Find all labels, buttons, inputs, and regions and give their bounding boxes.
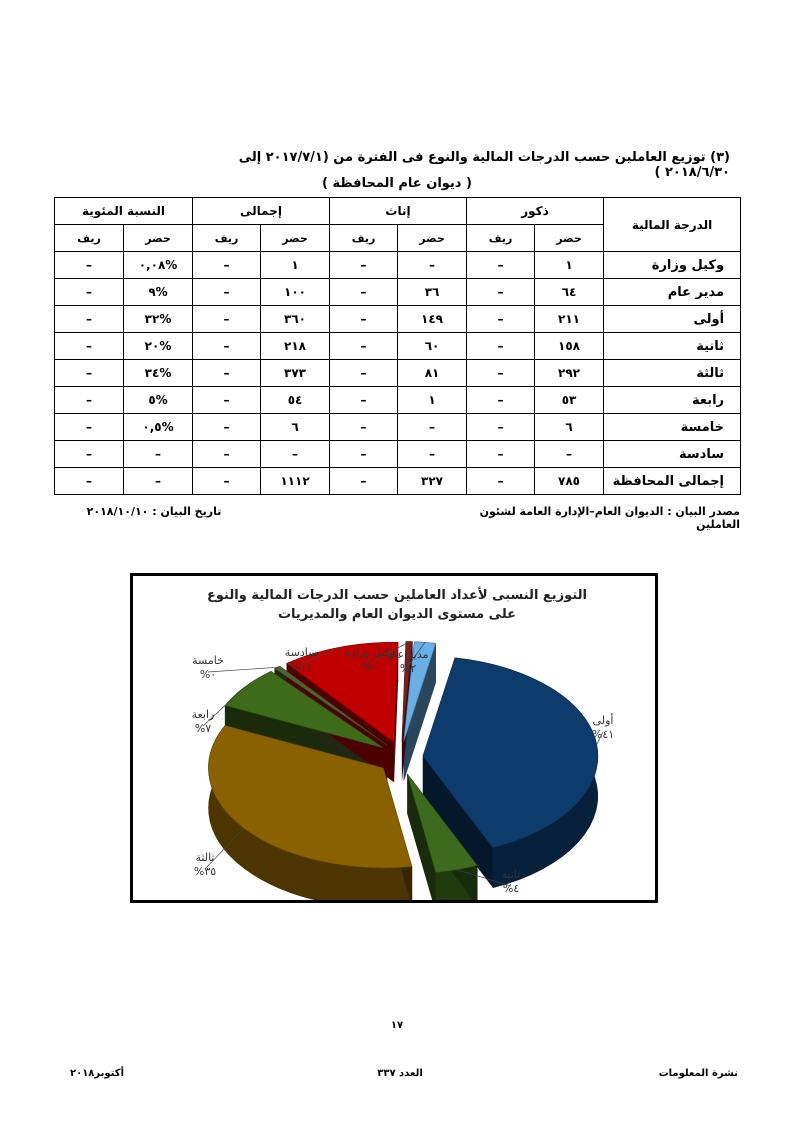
- pie-value-label: %٠: [199, 668, 217, 681]
- table-cell: –: [467, 252, 535, 279]
- pie-label: سادسة: [284, 646, 318, 659]
- table-cell: –: [467, 468, 535, 495]
- table-cell: –: [330, 252, 398, 279]
- pie-label: مدير عام: [387, 648, 429, 661]
- table-row: [55, 468, 741, 495]
- pie-label: وكيل وزارة: [344, 646, 396, 659]
- row-grade-label: ثالثة: [604, 360, 741, 387]
- table-cell: ٦٤: [535, 279, 604, 306]
- table-cell: –: [124, 441, 193, 468]
- table-cell: ١٠٠: [261, 279, 330, 306]
- table-cell: –: [398, 414, 467, 441]
- table-cell: ١: [398, 387, 467, 414]
- table-cell: –: [193, 387, 261, 414]
- row-grade-label: رابعة: [604, 387, 741, 414]
- table-cell: ١١١٢: [261, 468, 330, 495]
- table-cell: –: [330, 279, 398, 306]
- table-cell: –: [193, 279, 261, 306]
- table-cell: –: [398, 252, 467, 279]
- row-grade-label: إجمالى المحافظة: [604, 468, 741, 495]
- pie-label: أولى: [592, 714, 614, 727]
- table-cell: %٩: [124, 279, 193, 306]
- table-cell: –: [55, 252, 124, 279]
- row-grade-label: ثانية: [604, 333, 741, 360]
- table-cell: –: [55, 306, 124, 333]
- table-cell: ٥٣: [535, 387, 604, 414]
- footer-month: أكتوبر٢٠١٨: [70, 1068, 124, 1079]
- table-cell: –: [330, 306, 398, 333]
- table-cell: –: [330, 333, 398, 360]
- table-cell: ١: [261, 252, 330, 279]
- employees-table: [54, 197, 741, 495]
- table-cell: –: [467, 414, 535, 441]
- table-row: [55, 333, 741, 360]
- pie-value-label: %٧: [194, 722, 212, 735]
- table-cell: –: [467, 279, 535, 306]
- pie-label: رابعة: [191, 708, 215, 721]
- table-cell: –: [193, 414, 261, 441]
- table-cell: ١٤٩: [398, 306, 467, 333]
- pie-label: ثانية: [501, 868, 521, 881]
- table-cell: –: [398, 441, 467, 468]
- header-group-percent: النسبة المئوية: [55, 198, 193, 225]
- table-cell: ٣٢٧: [398, 468, 467, 495]
- table-cell: –: [261, 441, 330, 468]
- pie-value-label: %٠: [361, 660, 379, 673]
- header-group-males: ذكور: [467, 198, 604, 225]
- table-cell: –: [330, 414, 398, 441]
- table-cell: –: [193, 360, 261, 387]
- table-cell: –: [467, 360, 535, 387]
- table-row: [55, 306, 741, 333]
- row-grade-label: خامسة: [604, 414, 741, 441]
- row-grade-label: أولى: [604, 306, 741, 333]
- table-cell: –: [330, 360, 398, 387]
- table-cell: –: [124, 468, 193, 495]
- table-row: [55, 360, 741, 387]
- table-cell: ١٥٨: [535, 333, 604, 360]
- table-cell: ٢٩٢: [535, 360, 604, 387]
- table-cell: %٠,٠٨: [124, 252, 193, 279]
- table-cell: –: [55, 387, 124, 414]
- subheader-rural: ريف: [467, 225, 535, 252]
- row-grade-label: سادسة: [604, 441, 741, 468]
- pie-value-label: %٢: [399, 662, 417, 675]
- table-cell: ٥٤: [261, 387, 330, 414]
- data-source: مصدر البيان : الديوان العام–الإدارة العامة لشئون العاملين: [479, 505, 740, 531]
- table-cell: –: [467, 441, 535, 468]
- subheader-rural: ريف: [193, 225, 261, 252]
- table-cell: –: [467, 306, 535, 333]
- footer-issue: العدد ٣٣٧: [377, 1068, 423, 1079]
- table-cell: ٣٦: [398, 279, 467, 306]
- pie-value-label: %٤١: [591, 728, 615, 741]
- pie-chart-frame: [130, 573, 658, 903]
- header-group-total: إجمالى: [193, 198, 330, 225]
- table-cell: –: [193, 333, 261, 360]
- table-cell: –: [330, 468, 398, 495]
- page-number: ١٧: [390, 1020, 404, 1031]
- table-cell: –: [55, 360, 124, 387]
- pie-value-label: %٤: [502, 882, 520, 895]
- pie-label: ثالثة: [195, 851, 215, 864]
- row-grade-label: وكيل وزارة: [604, 252, 741, 279]
- pie-value-label: %١١: [289, 660, 313, 673]
- table-cell: %٣٤: [124, 360, 193, 387]
- table-cell: –: [330, 441, 398, 468]
- table-cell: –: [55, 279, 124, 306]
- chart-title: التوزيع النسبى لأعداد العاملين حسب الدرجات المالية والنوع على مستوى الديوان العام والمديريات: [207, 588, 587, 622]
- table-cell: –: [193, 306, 261, 333]
- table-cell: %٠,٥: [124, 414, 193, 441]
- header-group-females: إناث: [330, 198, 467, 225]
- table-cell: –: [55, 468, 124, 495]
- table-cell: %٥: [124, 387, 193, 414]
- pie-leader-line: [208, 667, 277, 672]
- table-cell: –: [55, 441, 124, 468]
- table-cell: %٢٠: [124, 333, 193, 360]
- table-row: [55, 279, 741, 306]
- table-cell: ٦٠: [398, 333, 467, 360]
- table-cell: ٨١: [398, 360, 467, 387]
- table-cell: ٢١٨: [261, 333, 330, 360]
- table-cell: –: [330, 387, 398, 414]
- table-title: (٣) توزيع العاملين حسب الدرجات المالية والنوع فى الفترة من (٢٠١٧/٧/١ إلى ٢٠١٨/٦/٣٠ ): [238, 150, 730, 180]
- table-cell: ٣٧٣: [261, 360, 330, 387]
- pie-label: خامسة: [192, 654, 224, 667]
- table-cell: –: [193, 468, 261, 495]
- table-cell: –: [193, 252, 261, 279]
- subheader-urban: حضر: [261, 225, 330, 252]
- table-row: [55, 252, 741, 279]
- table-subtitle: ( ديوان عام المحافظة ): [322, 176, 472, 191]
- table-cell: –: [467, 387, 535, 414]
- table-cell: ٦: [261, 414, 330, 441]
- row-grade-label: مدير عام: [604, 279, 741, 306]
- table-cell: %٣٢: [124, 306, 193, 333]
- data-date: تاريخ البيان : ٢٠١٨/١٠/١٠: [86, 505, 222, 518]
- subheader-urban: حضر: [124, 225, 193, 252]
- table-cell: ٢١١: [535, 306, 604, 333]
- table-cell: –: [55, 333, 124, 360]
- table-row: [55, 414, 741, 441]
- table-cell: ٧٨٥: [535, 468, 604, 495]
- table-cell: ٣٦٠: [261, 306, 330, 333]
- table-cell: –: [467, 333, 535, 360]
- table-cell: ١: [535, 252, 604, 279]
- pie-value-label: %٣٥: [193, 865, 217, 878]
- table-cell: –: [535, 441, 604, 468]
- table-row: [55, 387, 741, 414]
- table-row: [55, 441, 741, 468]
- subheader-rural: ريف: [330, 225, 398, 252]
- subheader-urban: حضر: [535, 225, 604, 252]
- table-cell: –: [55, 414, 124, 441]
- pie-chart: [133, 576, 655, 900]
- table-cell: –: [193, 441, 261, 468]
- subheader-urban: حضر: [398, 225, 467, 252]
- footer-publication: نشرة المعلومات: [658, 1068, 738, 1079]
- table-cell: ٦: [535, 414, 604, 441]
- subheader-rural: ريف: [55, 225, 124, 252]
- header-grade: الدرجة المالية: [604, 198, 741, 252]
